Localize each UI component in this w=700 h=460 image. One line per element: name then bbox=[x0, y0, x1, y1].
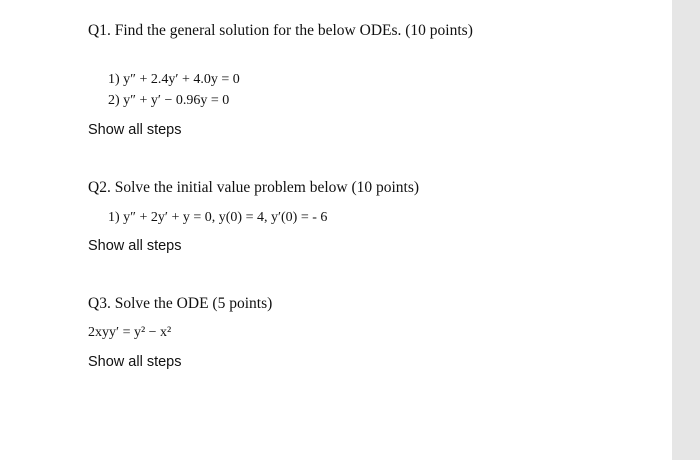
q3-note: Show all steps bbox=[88, 354, 182, 370]
q1-title: Q1. Find the general solution for the below ODEs. (10 points) bbox=[88, 22, 473, 39]
q1-equation-1: 1) y″ + 2.4y′ + 4.0y = 0 bbox=[108, 72, 240, 87]
viewer-gutter bbox=[672, 0, 700, 460]
q3-equation-1: 2xyy′ = y² − x² bbox=[88, 325, 172, 340]
q2-note: Show all steps bbox=[88, 238, 182, 254]
q2-equation-1: 1) y″ + 2y′ + y = 0, y(0) = 4, y′(0) = - 6 bbox=[108, 210, 328, 225]
q1-note: Show all steps bbox=[88, 122, 182, 138]
q2-title: Q2. Solve the initial value problem below (10 points) bbox=[88, 179, 420, 196]
q3-title: Q3. Solve the ODE (5 points) bbox=[88, 295, 273, 312]
q1-equation-2: 2) y″ + y′ − 0.96y = 0 bbox=[108, 93, 230, 108]
